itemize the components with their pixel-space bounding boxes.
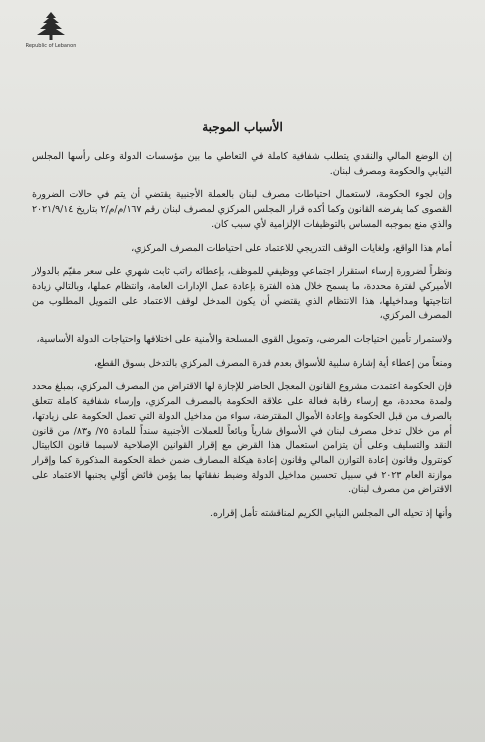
paragraph: إن الوضع المالي والنقدي يتطلب شفافية كاملة في التعاطي ما بين مؤسسات الدولة وعلى رأسها المجلس النيابي والحكومة ومصرف لبنان. [32, 151, 452, 177]
letterhead [22, 10, 80, 49]
republic-label: Republic of Lebanon [25, 43, 77, 49]
paragraph: ولاستمرار تأمين احتياجات المرضى، وتمويل القوى المسلحة والأمنية على اختلافها واحتياجات الدولة الأساسية، [36, 334, 452, 346]
document-title: الأسباب الموجبة [202, 120, 283, 134]
cedar-tree-icon [34, 10, 68, 42]
paragraph: ونظراً لضرورة إرساء استقرار اجتماعي ووظيفي للموظف، بإعطائه راتب ثابت شهري على سعر مقيّم بالدولار الأميركي لفترة محددة، ما يسمح خلال هذه الفترة بإعادة عمل الإدارات العامة، وانتظام عملها، وبالتالي زيادة انتاجيتها ومداخيلها، هذا الانتظام الذي يقتضي أن يكون المدخل لوقف الاعتماد على التمويل المطلوب من المصرف المركزي، [32, 266, 452, 322]
paragraph: وإن لجوء الحكومة، لاستعمال احتياطات مصرف لبنان بالعملة الأجنبية يقتضي أن يتم في حالات الضرورة القصوى كما يفرضه القانون وكما أكده قرار المجلس المركزي لمصرف لبنان رقم ١٦٧/م/م/٢ بتاريخ ٢٠٢١/٩/١٤ والذي منع بموجبه المساس بالتوظيفات الإلزامية لأي سبب كان. [32, 189, 452, 230]
paragraph: وأنها إذ تحيله الى المجلس النيابي الكريم لمناقشته تأمل إقراره. [210, 508, 452, 520]
document-body [32, 150, 452, 531]
paragraph: فإن الحكومة اعتمدت مشروع القانون المعجل الحاضر للإجازة لها الاقتراض من المصرف المركزي، بمبلغ محدد ولمدة محددة، مع إرساء رقابة فعالة على علاقة الحكومة بالمصرف المركزي، وإرساء شفافية كاملة تتعلق بالصرف من قبل الحكومة وإعادة الأموال المقترضة، سواء من مداخيل الدولة التي تعمل الحكومة على زيادتها، أم من خلال تدخل مصرف لبنان في الأسواق شارياً وبائعاً للعملات الأجنبية سنداً للمادة ٧٥/ و٨٣/ من قانون النقد والتسليف وعلى أن يتزامن استعمال هذا القرض مع إقرار القوانين الإصلاحية لاسيما قانون الكابيتال كونترول وقانون إعادة التوازن المالي وقانون إعادة هيكلة المصارف ضمن خطة الحكومة المذكورة كما وإقرار موازنة العام ٢٠٢٣ في سبيل تحسين مداخيل الدولة وضبط نفقاتها بما يؤمن فائض أوّلي يجنبها الاعتماد على الاقتراض من مصرف لبنان. [32, 381, 453, 496]
paragraph: ومنعاً من إعطاء أية إشارة سلبية للأسواق بعدم قدرة المصرف المركزي بالتدخل بسوق القطع، [93, 357, 452, 369]
paragraph: أمام هذا الواقع، ولغايات الوقف التدريجي للاعتماد على احتياطات المصرف المركزي، [131, 242, 452, 254]
